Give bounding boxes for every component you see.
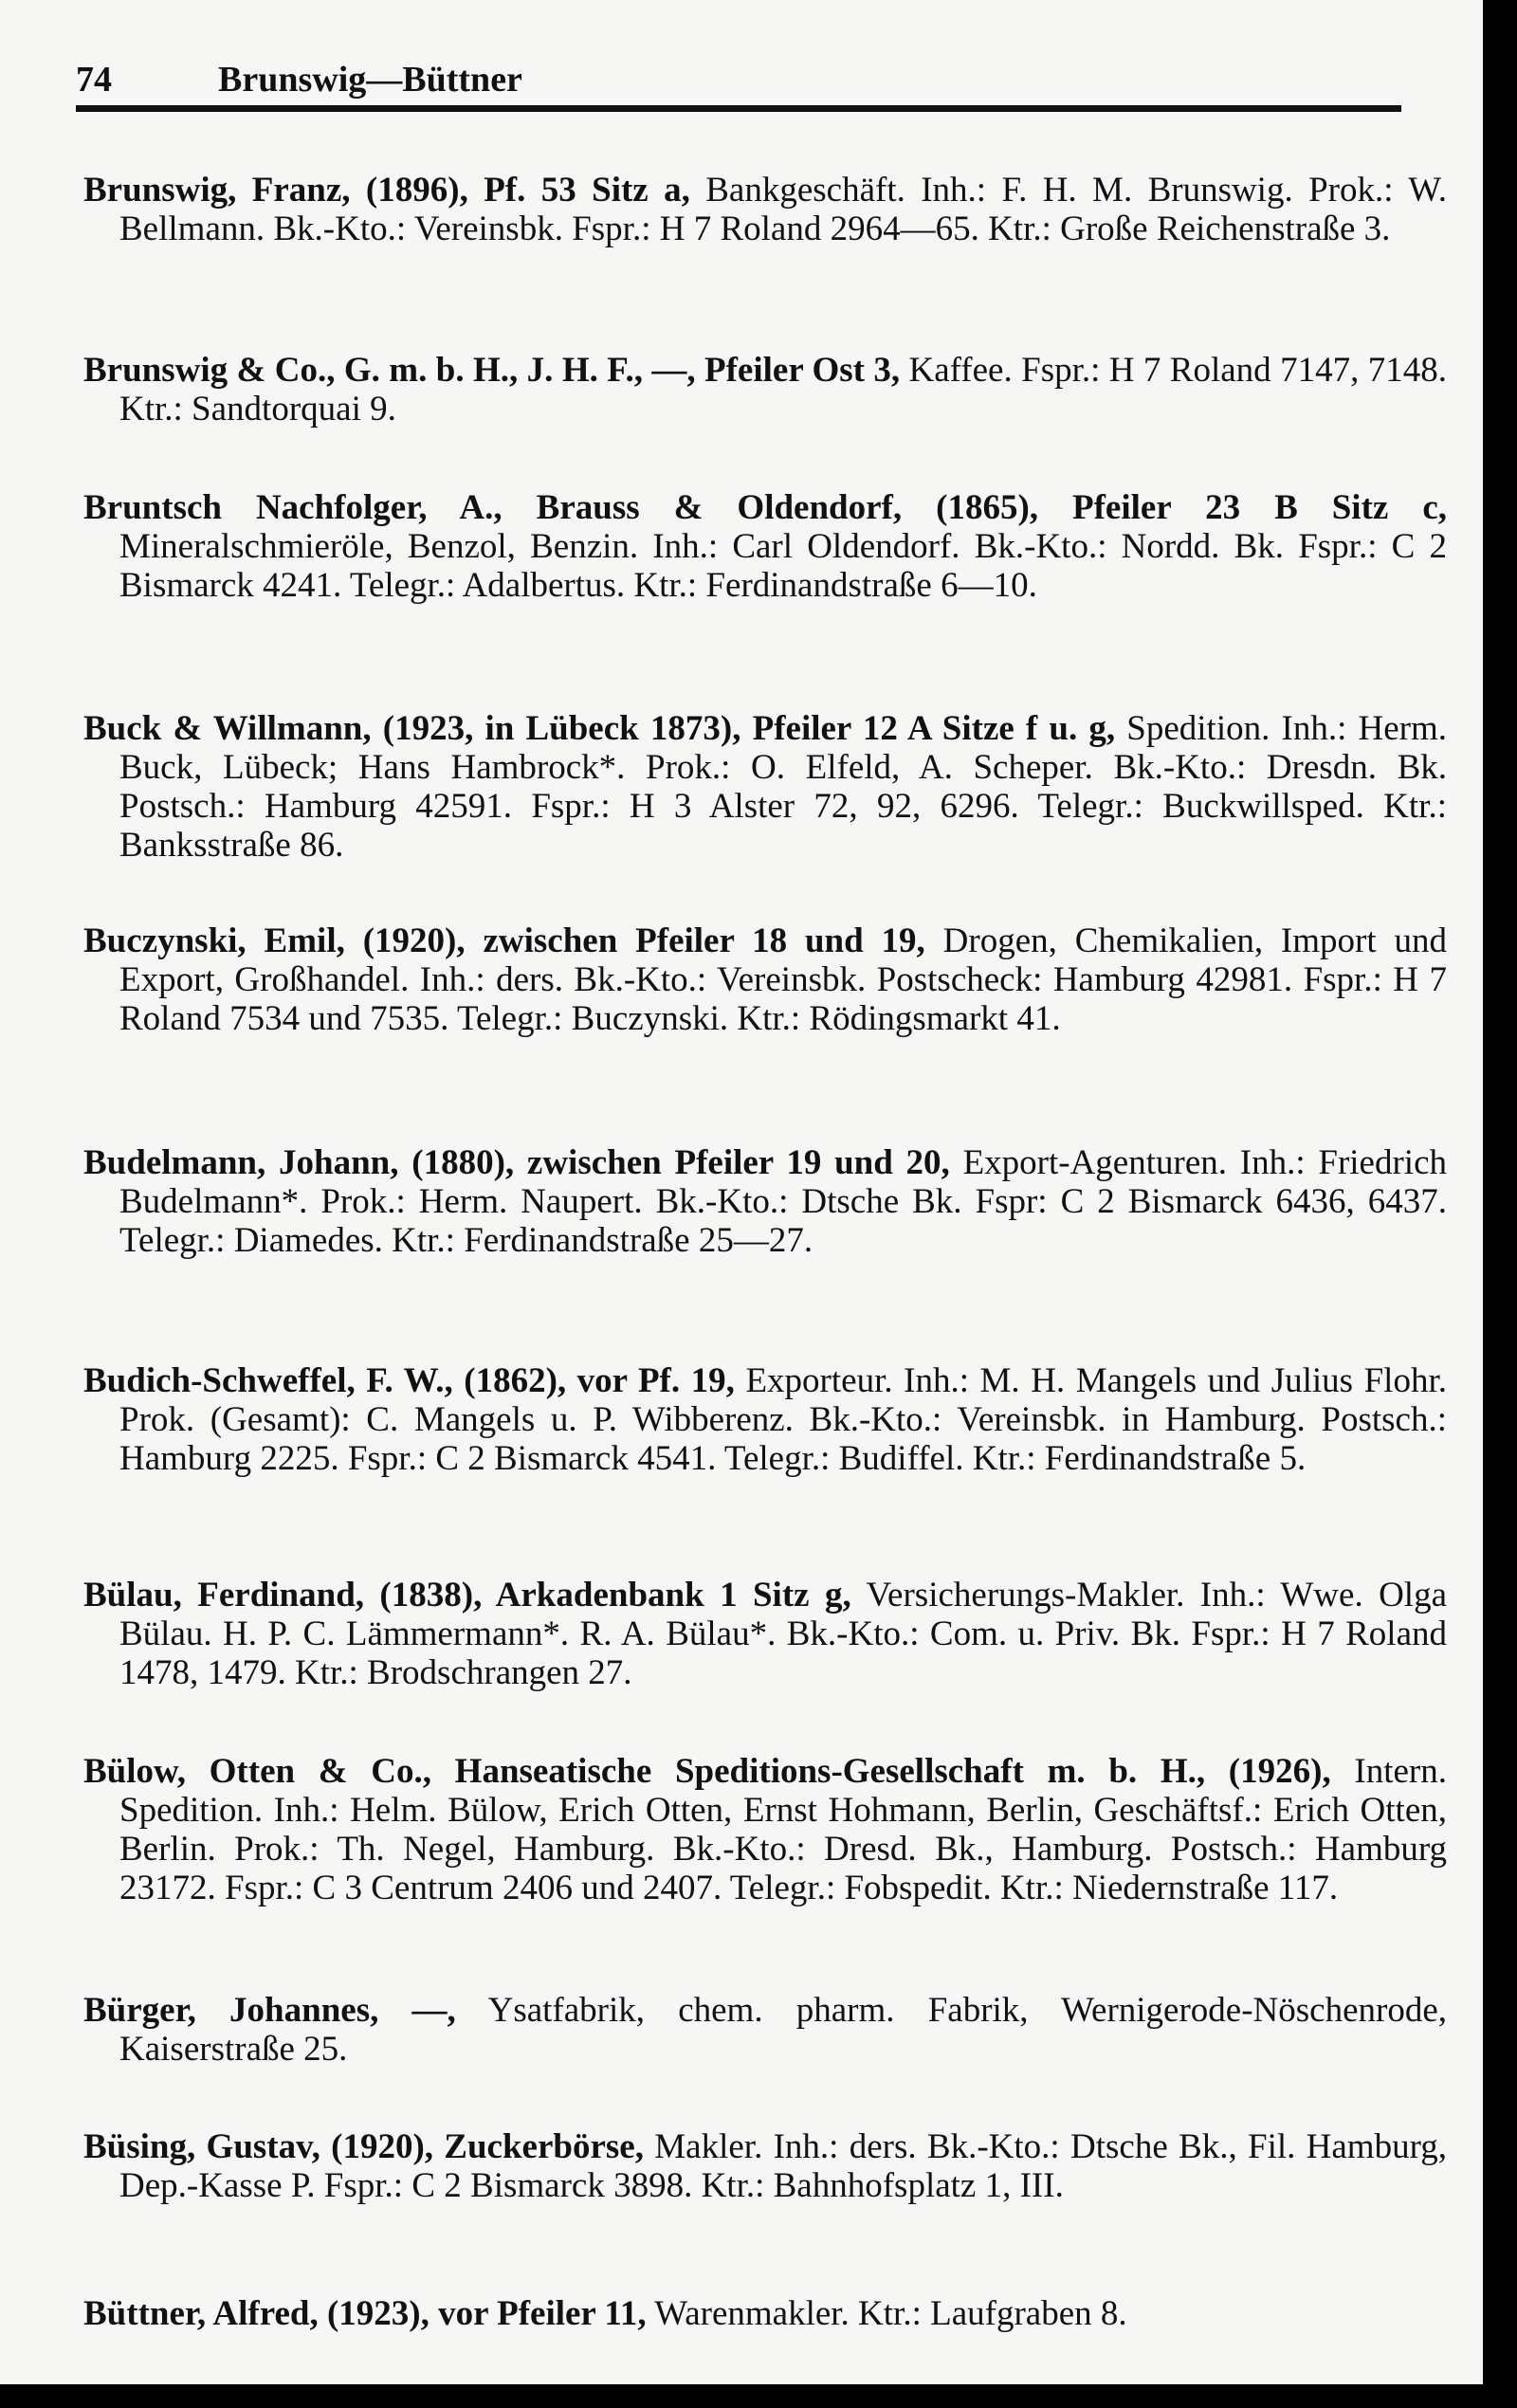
entry-text: Spedition. Inh.: Herm. Buck, Lübeck; Hans Hambrock*. Prok.: O. Elfeld, A. Scheper. Bk.-Kto.: Dresdn. Bk. Postsch.: Hamburg 42591. Fspr.: H 3 Alster 72, 92, 6296. Telegr.: Buckwillsped. Ktr.: Banksstraße 86. <box>119 709 1448 865</box>
directory-entry <box>83 2127 1447 2205</box>
entry-head: Büttner, Alfred, (1923), vor Pfeiler 11, <box>83 2294 647 2333</box>
directory-entry <box>83 488 1447 605</box>
entry-text: Exporteur. Inh.: M. H. Mangels und Julius Flohr. Prok. (Gesamt): C. Mangels u. P. Wibberenz. Bk.-Kto.: Vereinsbk. in Hamburg. Postsch.: Hamburg 2225. Fspr.: C 2 Bismarck 4541. Telegr.: Budiffel. Ktr.: Ferdinandstraße 5. <box>119 1361 1447 1478</box>
directory-entry <box>83 2294 1447 2333</box>
directory-entry <box>83 1752 1447 1907</box>
entry-head: Büsing, Gustav, (1920), Zuckerbörse, <box>83 2127 644 2166</box>
directory-entry <box>83 1143 1447 1260</box>
entry-head: Budelmann, Johann, (1880), zwischen Pfeiler 19 und 20, <box>83 1143 950 1182</box>
entry-text: Versicherungs-Makler. Inh.: Wwe. Olga Bülau. H. P. C. Lämmermann*. R. A. Bülau*. Bk.-Kto.: Com. u. Priv. Bk. Fspr.: H 7 Roland 1478, 1479. Ktr.: Brodschrangen 27. <box>119 1576 1448 1692</box>
entry-text: Makler. Inh.: ders. Bk.-Kto.: Dtsche Bk., Fil. Hamburg, Dep.-Kasse P. Fspr.: C 2 Bismarck 3898. Ktr.: Bahnhofsplatz 1, III. <box>119 2127 1447 2205</box>
directory-entry <box>83 1991 1447 2069</box>
entry-text: Kaffee. Fspr.: H 7 Roland 7147, 7148. Ktr.: Sandtorquai 9. <box>119 351 1447 429</box>
page-header <box>76 57 1403 102</box>
entry-head: Buck & Willmann, (1923, in Lübeck 1873), Pfeiler 12 A Sitze f u. g, <box>83 709 1116 748</box>
entry-text: Mineralschmieröle, Benzol, Benzin. Inh.: Carl Oldendorf. Bk.-Kto.: Nordd. Bk. Fspr.: C 2 Bismarck 4241. Telegr.: Adalbertus. Ktr.: Ferdinandstraße 6—10. <box>119 527 1447 605</box>
page-title: Brunswig—Büttner <box>218 60 522 100</box>
entry-head: Buczynski, Emil, (1920), zwischen Pfeiler 18 und 19, <box>83 921 925 960</box>
entry-head: Bruntsch Nachfolger, A., Brauss & Oldendorf, (1865), Pfeiler 23 B Sitz c, <box>83 488 1447 527</box>
entry-head: Budich-Schweffel, F. W., (1862), vor Pf. 19, <box>83 1361 735 1400</box>
entry-text: Export-Agenturen. Inh.: Friedrich Budelmann*. Prok.: Herm. Naupert. Bk.-Kto.: Dtsche Bk. Fspr: C 2 Bismarck 6436, 6437. Telegr.: Diamedes. Ktr.: Ferdinandstraße 25—27. <box>119 1143 1447 1260</box>
entry-head: Brunswig & Co., G. m. b. H., J. H. F., —, Pfeiler Ost 3, <box>83 351 901 390</box>
entry-text: Intern. Spedition. Inh.: Helm. Bülow, Erich Otten, Ernst Hohmann, Berlin, Geschäftsf.: Erich Otten, Berlin. Prok.: Th. Negel, Hamburg. Bk.-Kto.: Dresd. Bk., Hamburg. Postsch.: Hamburg 23172. Fspr.: C 3 Centrum 2406 und 2407. Telegr.: Fobspedit. Ktr.: Niedernstraße 117. <box>119 1752 1447 1907</box>
entry-text: Ysatfabrik, chem. pharm. Fabrik, Wernigerode-Nöschenrode, Kaiserstraße 25. <box>119 1991 1447 2069</box>
entry-head: Brunswig, Franz, (1896), Pf. 53 Sitz a, <box>83 171 690 210</box>
entry-text: Bankgeschäft. Inh.: F. H. M. Brunswig. Prok.: W. Bellmann. Bk.-Kto.: Vereinsbk. Fspr.: H 7 Roland 2964—65. Ktr.: Große Reichenstraße 3. <box>119 171 1447 248</box>
entry-head: Bürger, Johannes, —, <box>83 1991 456 2030</box>
entry-text: Warenmakler. Ktr.: Laufgraben 8. <box>646 2294 1127 2333</box>
entry-text: Drogen, Chemikalien, Import und Export, Großhandel. Inh.: ders. Bk.-Kto.: Vereinsbk. Postscheck: Hamburg 42981. Fspr.: H 7 Roland 7534 und 7535. Telegr.: Buczynski. Ktr.: Rödingsmarkt 41. <box>119 921 1447 1038</box>
page-number: 74 <box>76 60 112 100</box>
directory-entry <box>83 921 1447 1038</box>
entry-head: Bülow, Otten & Co., Hanseatische Speditions-Gesellschaft m. b. H., (1926), <box>83 1752 1331 1791</box>
directory-entry <box>83 1576 1447 1692</box>
directory-entry <box>83 709 1447 865</box>
entry-head: Bülau, Ferdinand, (1838), Arkadenbank 1 Sitz g, <box>83 1576 851 1614</box>
directory-entry <box>83 1361 1447 1478</box>
header-rule <box>76 105 1401 112</box>
directory-entry <box>83 171 1447 248</box>
directory-entry <box>83 351 1447 429</box>
